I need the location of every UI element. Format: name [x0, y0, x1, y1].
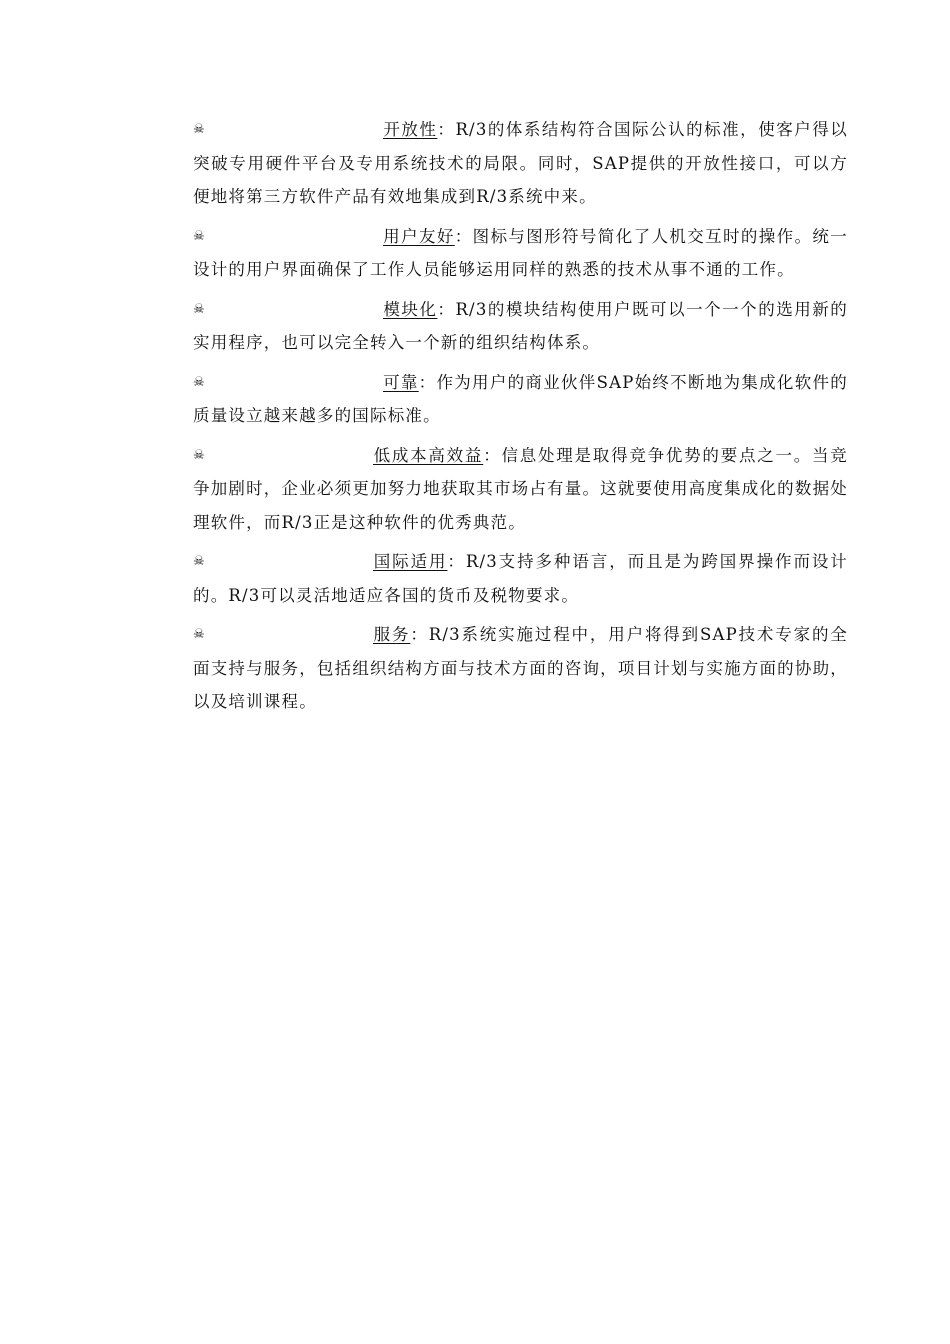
skull-crossbones-icon: ☠ — [193, 374, 206, 390]
feature-description: 图标与图形符号简化了人机交互时的操作。统一设计的用户界面确保了工作人员能够运用同样的熟悉的技术从事不通的工作。 — [193, 226, 849, 279]
feature-paragraph — [193, 113, 848, 214]
feature-item-service — [193, 618, 848, 719]
skull-crossbones-icon: ☠ — [193, 627, 206, 642]
skull-crossbones-icon: ☠ — [193, 228, 206, 244]
feature-description: R/3的体系结构符合国际公认的标准，使客户得以突破专用硬件平台及专用系统技术的局限。同时，SAP提供的开放性接口，可以方便地将第三方软件产品有效地集成到R/3系统中来。 — [193, 120, 848, 206]
feature-term: 模块化 — [383, 299, 438, 319]
feature-description: R/3的模块结构使用户既可以一个一个的选用新的实用程序，也可以完全转入一个新的组织结构体系。 — [193, 299, 848, 352]
feature-term: 国际适用 — [373, 552, 448, 571]
feature-item-user-friendly — [193, 220, 848, 287]
feature-description: 信息处理是取得竞争优势的要点之一。当竞争加剧时，企业必须更加努力地获取其市场占有量。这就要使用高度集成化的数据处理软件，而R/3正是这种软件的优秀典范。 — [193, 445, 849, 532]
skull-crossbones-icon: ☠ — [193, 301, 206, 317]
term-colon: ： — [418, 372, 437, 392]
feature-term: 可靠 — [383, 372, 419, 392]
feature-item-reliable — [193, 366, 848, 433]
feature-term: 用户友好 — [383, 226, 455, 246]
term-colon: ： — [410, 625, 429, 644]
feature-item-low-cost — [193, 439, 848, 540]
feature-term: 低成本高效益 — [373, 445, 484, 465]
feature-description: 作为用户的商业伙伴SAP始终不断地为集成化软件的质量设立越来越多的国际标准。 — [193, 372, 848, 425]
feature-term: 开放性 — [383, 120, 438, 139]
term-colon: ： — [437, 299, 456, 319]
feature-paragraph — [193, 618, 848, 719]
feature-term: 服务 — [373, 625, 411, 644]
feature-item-open — [193, 113, 848, 214]
feature-description: R/3支持多种语言，而且是为跨国界操作而设计的。R/3可以灵活地适应各国的货币及税物要求。 — [193, 552, 848, 605]
feature-item-modular — [193, 293, 848, 360]
feature-paragraph — [193, 293, 848, 360]
feature-paragraph — [193, 439, 848, 540]
feature-paragraph — [193, 220, 848, 287]
term-colon: ： — [437, 120, 456, 139]
feature-paragraph — [193, 366, 848, 433]
term-colon: ： — [454, 226, 473, 246]
skull-crossbones-icon: ☠ — [193, 447, 206, 463]
skull-crossbones-icon: ☠ — [193, 122, 206, 137]
skull-crossbones-icon: ☠ — [193, 554, 206, 569]
feature-item-international — [193, 545, 848, 612]
term-colon: ： — [483, 445, 502, 465]
feature-paragraph — [193, 545, 848, 612]
term-colon: ： — [447, 552, 466, 571]
feature-list — [193, 113, 848, 725]
feature-description: R/3系统实施过程中，用户将得到SAP技术专家的全面支持与服务，包括组织结构方面与技术方面的咨询，项目计划与实施方面的协助，以及培训课程。 — [193, 625, 849, 711]
